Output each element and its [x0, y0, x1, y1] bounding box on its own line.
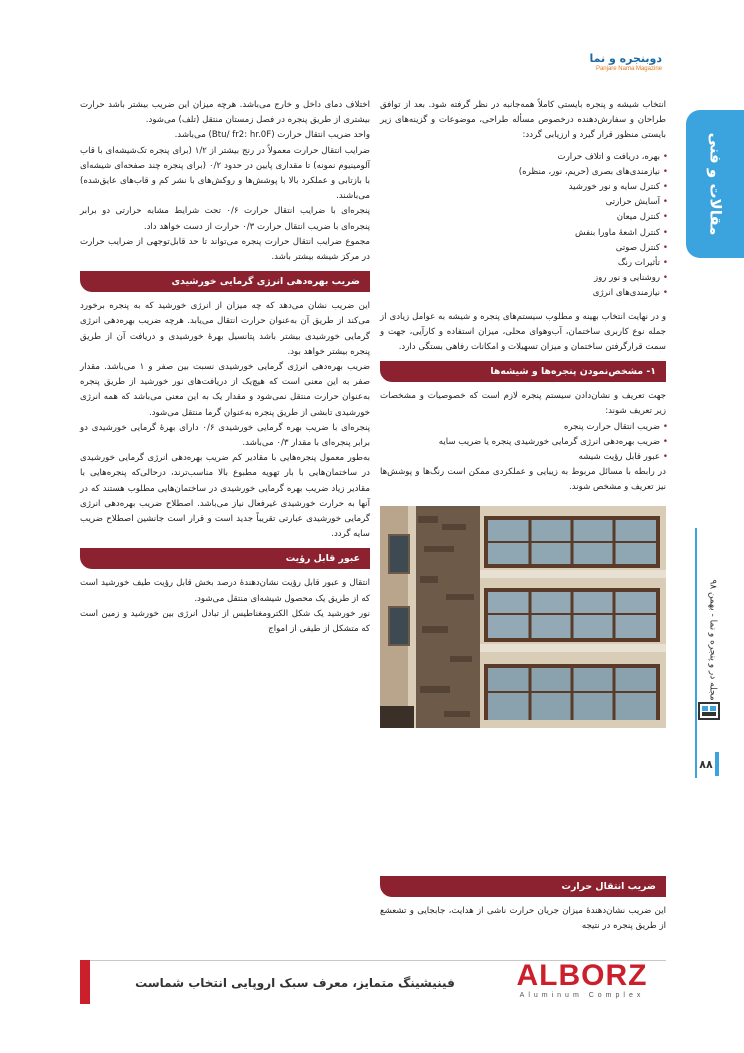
- list-item: • کنترل اشعهٔ ماورا بنفش: [380, 226, 666, 241]
- side-tab-label: مقالات و فنی: [706, 132, 725, 236]
- logo-english: Panjare Nama Magazine: [595, 66, 662, 72]
- heat-transfer-section: [380, 876, 666, 934]
- paragraph: ضریب بهره‌دهی انرژی گرمایی خورشیدی نسبت بین صفر و ۱ می‌باشد. مقدار صفر به این معنی است که هیچ‌یک از دریافت‌های نور خورشید از طریق پنجره به‌عنوان حرارت منتقل نمی‌شود و مقدار یک به این معنی می‌باشد که همه انرژی خورشیدی تابشی از طریق پنجره به‌عنوان گرما منتقل می‌شود.: [80, 362, 371, 418]
- left-column: [80, 98, 370, 637]
- brand-name: ALBORZ: [516, 959, 648, 992]
- list-item: • تأثیرات رنگ: [380, 256, 666, 271]
- properties-list: [380, 420, 666, 466]
- building-photo: [380, 506, 666, 728]
- paragraph: این ضریب نشان می‌دهد که چه میزان از انرژی خورشید که به پنجره برخورد می‌کند از طریق آن به‌عنوان حرارت انتقال می‌یابد. هرچه ضریب بهره‌دهی انرژی گرمایی خورشیدی بیشتر باشد پتانسیل بهرهٔ خورشیدی و دریافت آن از طریق پنجره بیشتر خواهد بود.: [80, 301, 370, 357]
- section1-paragraph: جهت تعریف و نشان‌دادن سیستم پنجره لازم است که خصوصیات و مشخصات زیر تعریف شوند:: [380, 391, 666, 417]
- paragraph: نور خورشید یک شکل الکترومغناطیس از تبادل انرژی بین خورشید و زمین است که متشکل از طیفی از امواج: [80, 608, 370, 635]
- paragraph: پنجره‌ای با ضرایب انتقال حرارت ۰/۶ تحت شرایط مشابه حرارتی دو برابر پنجره‌ای با ضریب انتقال حرارت ۰/۳ حرارت از دست خواهد داد.: [80, 206, 370, 232]
- intro-paragraph: انتخاب شیشه و پنجره بایستی کاملاً همه‌جانبه در نظر گرفته شود. بعد از توافق طراحان و سفارش‌دهنده درخصوص مسأله طراحی، موضوعات و گزینه‌های زیر بایستی منظور قرار گیرد و ارزیابی گردد:: [380, 100, 666, 141]
- list-item: • نیازمندی‌های بصری (حریم، نور، منظره): [380, 165, 666, 180]
- section-heading: ضریب انتقال حرارت: [380, 876, 666, 897]
- heat-transfer-paragraph: این ضریب نشان‌دهندهٔ میزان جریان حرارت ناشی از هدایت، جابجایی و تشعشع از طریق پنجره در نتیجه: [380, 906, 666, 932]
- conclusion-paragraph: و در نهایت انتخاب بهینه و مطلوب سیستم‌های پنجره و شیشه به عوامل زیادی از جمله نوع کاربری ساختمان، آب‌وهوای محلی، میزان استفاده و کارآیی، جهت و سمت قرارگرفتن ساختمان و میزان تسهیلات و امکانات رفاهی بستگی دارد.: [380, 311, 666, 353]
- selection-criteria-list: [380, 150, 666, 302]
- section-heading: ضریب بهره‌دهی انرژی گرمایی خورشیدی: [80, 271, 370, 292]
- section-heading: ۱- مشخص‌نمودن پنجره‌ها و شیشه‌ها: [380, 361, 666, 382]
- alborz-side-mark: [80, 960, 90, 1004]
- paragraph: مجموع ضرایب انتقال حرارت پنجره می‌تواند تا حد قابل‌توجهی از ضرایب حرارت در مرکز شیشه بیشتر باشد.: [80, 236, 370, 263]
- footer-slogan: فینیشینگ متمایز، معرف سبک اروپایی انتخاب شماست: [135, 976, 455, 990]
- paragraph: به‌طور معمول پنجره‌هایی با مقادیر کم ضریب بهره‌دهی انرژی گرمایی خورشیدی در ساختمان‌هایی با بار تهویه مطبوع بالا مناسب‌ترند، درحالی‌که پنجره‌هایی با مقادیر زیاد ضریب بهره گرمایی خورشیدی در ساختمان‌هایی مطلوب هستند که در آنها به حرارت خورشیدی غیرفعال نیاز می‌باشد. اصطلاح ضریب بهره‌دهی انرژی گرمایی خورشیدی عبارتی تقریباً جدید است و قرار است جانشین اصطلاح ضریب سایه گردد.: [80, 453, 370, 540]
- list-item: • کنترل صوتی: [380, 241, 666, 256]
- paragraph: ضرایب انتقال حرارت معمولاً در رنج بیشتر از ۱/۲ (برای پنجره تک‌شیشه‌ای با قاب آلومینیوم نمونه) تا مقداری پایین در حدود ۰/۲ (برای پنجره چند صفحه‌ای شیشه‌ای با بازتابی و عملکرد بالا با پوشش‌ها و روکش‌های با نشر کم و قاب‌های عایق‌شده) می‌باشند.: [80, 145, 370, 202]
- margin-rule: [695, 528, 697, 778]
- section-side-tab: [686, 110, 744, 258]
- brand-subtitle: Aluminum Complex: [519, 992, 645, 999]
- section-heading: عبور قابل رؤیت: [80, 548, 370, 569]
- list-item: • ضریب انتقال حرارت پنجره: [380, 420, 666, 435]
- list-item: • آسایش حرارتی: [380, 195, 666, 210]
- page-number-bar: [715, 752, 719, 776]
- paragraph: اختلاف دمای داخل و خارج می‌باشد. هرچه میزان این ضریب بیشتر باشد حرارت بیشتری از طریق پنجره در فصل زمستان منتقل (تلف) می‌شود.: [80, 100, 370, 126]
- paragraph: پنجره‌ای با ضریب بهره گرمایی خورشیدی ۰/۶ دارای بهرهٔ گرمایی خورشیدی دو برابر پنجره‌ای با مقدار ۰/۳ می‌باشد.: [80, 422, 370, 449]
- paragraph: انتقال و عبور قابل رؤیت نشان‌دهندهٔ درصد بخش قابل رؤیت طیف خورشید است که از طریق یک محصول شیشه‌ای منتقل می‌شود.: [80, 578, 370, 604]
- alborz-logo: [498, 960, 666, 1002]
- list-item: • ضریب بهره‌دهی انرژی گرمایی خورشیدی پنجره یا ضریب سایه: [380, 435, 666, 450]
- magazine-issue-info: مجله در و پنجره و نما - بهمن ۹۸: [708, 579, 719, 701]
- list-item: • نیازمندی‌های انرژی: [380, 286, 666, 301]
- right-column: [380, 98, 666, 728]
- magazine-logo: [586, 52, 662, 76]
- page-number: ۸۸: [699, 758, 713, 771]
- list-item: • کنترل میعان: [380, 210, 666, 225]
- list-item: • کنترل سایه و نور خورشید: [380, 180, 666, 195]
- list-item: • عبور قابل رؤیت شیشه: [380, 450, 666, 465]
- section1-after-paragraph: در رابطه با مسائل مربوط به زیبایی و عملکردی ممکن است رنگ‌ها و پوشش‌ها نیز تعریف و مشخص شوند.: [380, 467, 666, 493]
- list-item: • بهره، دریافت و اتلاف حرارت: [380, 150, 666, 165]
- magazine-window-icon: [697, 700, 721, 722]
- list-item: • روشنایی و نور روز: [380, 271, 666, 286]
- logo-persian: دوبنجره و نما: [589, 52, 662, 65]
- paragraph: واحد ضریب انتقال حرارت (Btu/ fr2: hr.0F) می‌باشد.: [174, 130, 370, 141]
- building-facade-image: [380, 506, 666, 728]
